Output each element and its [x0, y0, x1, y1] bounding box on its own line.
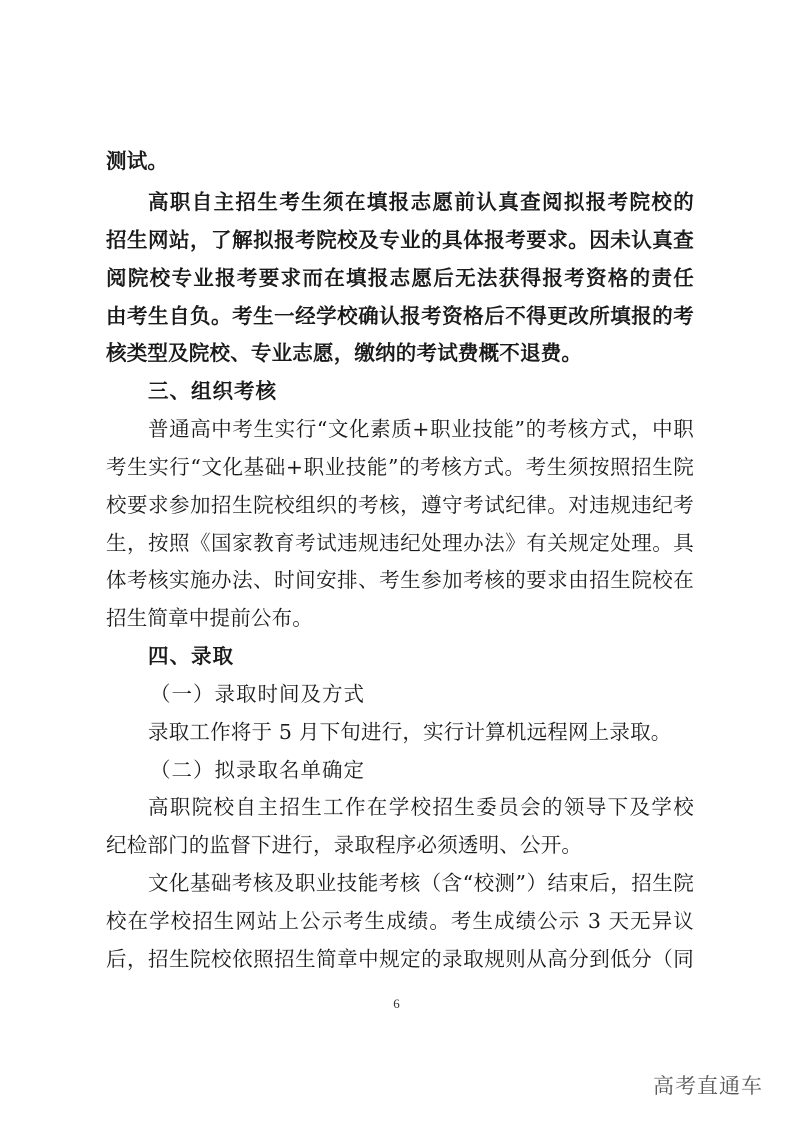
paragraph-line: 体考核实施办法、时间安排、考生参加考核的要求由招生院校在 [106, 568, 694, 592]
paragraph-line: 校在学校招生网站上公示考生成绩。考生成绩公示 3 天无异议 [106, 909, 694, 933]
paragraph-line: 后，招生院校依照招生简章中规定的录取规则从高分到低分（同 [106, 947, 694, 971]
paragraph-line: 核类型及院校、专业志愿，缴纳的考试费概不退费。 [106, 341, 583, 365]
subsection-heading: （二）拟录取名单确定 [150, 758, 365, 782]
paragraph-line: 阅院校专业报考要求而在填报志愿后无法获得报考资格的责任 [106, 266, 694, 290]
watermark-text: 高考直通车 [653, 1074, 763, 1098]
paragraph-line: 高职自主招生考生须在填报志愿前认真查阅拟报考院校的 [148, 190, 694, 214]
paragraph-line: 考生实行“文化基础+职业技能”的考核方式。考生须按照招生院 [106, 455, 694, 479]
section-heading: 四、录取 [148, 644, 234, 668]
paragraph-line: 测试。 [106, 149, 169, 173]
paragraph-line: 招生网站，了解拟报考院校及专业的具体报考要求。因未认真查 [106, 228, 694, 252]
paragraph-line: 高职院校自主招生工作在学校招生委员会的领导下及学校 [148, 795, 694, 819]
paragraph-line: 录取工作将于 5 月下旬进行，实行计算机远程网上录取。 [148, 720, 672, 744]
paragraph-line: 文化基础考核及职业技能考核（含“校测”）结束后，招生院 [148, 871, 694, 895]
paragraph-line: 由考生自负。考生一经学校确认报考资格后不得更改所填报的考 [106, 304, 694, 328]
paragraph-line: 纪检部门的监督下进行，录取程序必须透明、公开。 [106, 833, 583, 857]
paragraph-line: 校要求参加招生院校组织的考核，遵守考试纪律。对违规违纪考 [106, 493, 694, 517]
paragraph-line: 招生简章中提前公布。 [106, 606, 313, 630]
paragraph-line: 生，按照《国家教育考试违规违纪处理办法》有关规定处理。具 [106, 531, 694, 555]
page-number: 6 [393, 996, 400, 1011]
paragraph-line: 普通高中考生实行“文化素质+职业技能”的考核方式，中职 [148, 417, 694, 441]
section-heading: 三、组织考核 [148, 379, 277, 403]
subsection-heading: （一）录取时间及方式 [150, 682, 365, 706]
